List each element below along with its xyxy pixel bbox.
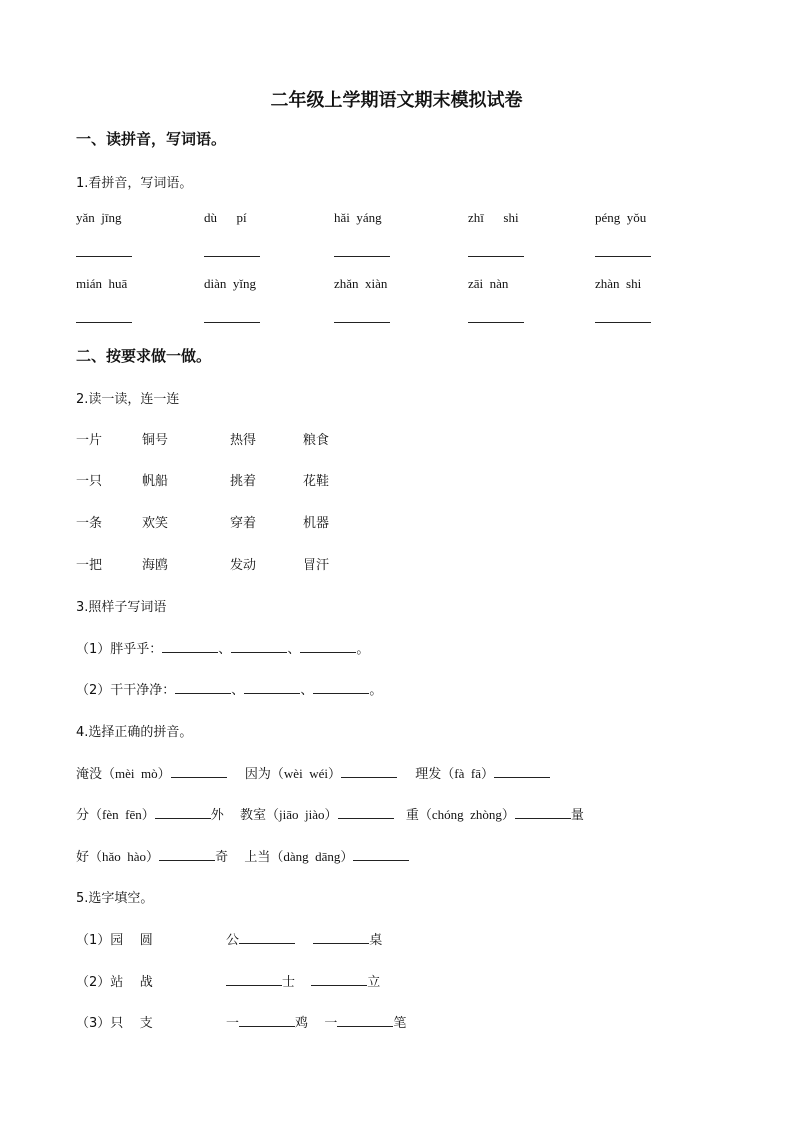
answer-blank[interactable] <box>175 692 231 694</box>
q5-item-2-choices <box>76 971 153 990</box>
pinyin-cell: hǎi yáng <box>334 210 382 225</box>
word: 重 <box>405 808 419 823</box>
q5-item-1-choices <box>76 929 153 948</box>
pinyin-cell: zāi nàn <box>468 276 509 291</box>
prefix-char: 一 <box>324 1016 338 1031</box>
pinyin-options: （fèn fēn） <box>89 807 155 822</box>
separator: 、 <box>218 642 232 657</box>
section-1-heading: 一、读拼音，写词语。 <box>76 130 227 148</box>
period: 。 <box>369 683 383 698</box>
answer-blank[interactable] <box>468 256 524 257</box>
pinyin-cell: diàn yǐng <box>204 276 256 291</box>
word-suffix: 奇 <box>215 850 229 865</box>
match-item[interactable]: 热得 <box>230 433 257 448</box>
word: 理发 <box>415 767 442 782</box>
q4-line-1 <box>76 763 550 782</box>
q5-item-2-blanks <box>226 971 380 990</box>
match-item[interactable]: 欢笑 <box>142 516 169 531</box>
answer-blank[interactable] <box>171 776 227 778</box>
answer-blank[interactable] <box>468 322 524 323</box>
answer-blank[interactable] <box>239 1025 295 1027</box>
period: 。 <box>356 642 370 657</box>
answer-blank[interactable] <box>595 322 651 323</box>
answer-blank[interactable] <box>231 651 287 653</box>
pinyin-cell: yǎn jīng <box>76 210 122 225</box>
pinyin-cell: zhàn shi <box>595 276 642 291</box>
answer-blank[interactable] <box>155 817 211 819</box>
question-1-label: 1.看拼音，写词语。 <box>76 176 193 191</box>
pinyin-options: （chóng zhòng） <box>418 807 515 822</box>
answer-blank[interactable] <box>311 984 367 986</box>
pinyin-options: （mèi mò） <box>102 766 171 781</box>
answer-blank[interactable] <box>76 322 132 323</box>
item-number: （2） <box>76 683 111 698</box>
pinyin-options: （fà fā） <box>441 766 494 781</box>
answer-blank[interactable] <box>334 256 390 257</box>
choice-chars: 园 圆 <box>110 933 153 948</box>
word-suffix: 量 <box>570 808 584 823</box>
match-item[interactable]: 粮食 <box>303 433 330 448</box>
example-word: 干干净净： <box>110 683 176 698</box>
match-item[interactable]: 机器 <box>303 516 330 531</box>
pinyin-cell: péng yǒu <box>595 210 647 225</box>
pinyin-cell: mián huā <box>76 276 128 291</box>
question-3-label: 3.照样子写词语 <box>76 600 167 615</box>
separator: 、 <box>231 683 245 698</box>
suffix-char: 桌 <box>369 933 383 948</box>
pinyin-options: （jiāo jiào） <box>266 807 338 822</box>
answer-blank[interactable] <box>300 651 356 653</box>
pinyin-options: （hǎo hào） <box>89 849 160 864</box>
answer-blank[interactable] <box>353 859 409 861</box>
choice-chars: 站 战 <box>110 975 153 990</box>
answer-blank[interactable] <box>159 859 215 861</box>
choice-chars: 只 支 <box>110 1016 153 1031</box>
word: 教室 <box>240 808 267 823</box>
answer-blank[interactable] <box>204 256 260 257</box>
prefix-char: 公 <box>226 933 240 948</box>
match-item[interactable]: 花鞋 <box>303 474 330 489</box>
q5-item-1-blanks <box>226 929 382 948</box>
word: 分 <box>76 808 90 823</box>
answer-blank[interactable] <box>313 942 369 944</box>
answer-blank[interactable] <box>244 692 300 694</box>
item-number: （1） <box>76 933 111 948</box>
match-item[interactable]: 穿着 <box>230 516 257 531</box>
answer-blank[interactable] <box>341 776 397 778</box>
separator: 、 <box>287 642 301 657</box>
question-5-label: 5.选字填空。 <box>76 891 154 906</box>
suffix-char: 笔 <box>393 1016 407 1031</box>
match-item[interactable]: 冒汗 <box>303 558 330 573</box>
pinyin-cell: zhǎn xiàn <box>334 276 388 291</box>
answer-blank[interactable] <box>313 692 369 694</box>
word: 淹没 <box>76 767 103 782</box>
answer-blank[interactable] <box>595 256 651 257</box>
answer-blank[interactable] <box>76 256 132 257</box>
q4-line-3 <box>76 846 409 865</box>
pinyin-cell: dù pí <box>204 210 247 225</box>
pinyin-options: （wèi wéi） <box>270 766 341 781</box>
answer-blank[interactable] <box>162 651 218 653</box>
pinyin-cell: zhī shi <box>468 210 519 225</box>
suffix-char: 士 <box>282 975 296 990</box>
suffix-char: 立 <box>367 975 381 990</box>
answer-blank[interactable] <box>204 322 260 323</box>
answer-blank[interactable] <box>338 817 394 819</box>
answer-blank[interactable] <box>226 984 282 986</box>
question-2-label: 2.读一读，连一连 <box>76 392 180 407</box>
pinyin-options: （dàng dāng） <box>270 849 354 864</box>
item-number: （1） <box>76 642 111 657</box>
question-4-label: 4.选择正确的拼音。 <box>76 725 193 740</box>
match-item[interactable]: 铜号 <box>142 433 169 448</box>
example-word: 胖乎乎： <box>110 642 163 657</box>
prefix-char: 一 <box>226 1016 240 1031</box>
item-number: （2） <box>76 975 111 990</box>
answer-blank[interactable] <box>337 1025 393 1027</box>
section-2-heading: 二、按要求做一做。 <box>76 347 212 365</box>
word-suffix: 外 <box>210 808 224 823</box>
match-item[interactable]: 海鸥 <box>142 558 169 573</box>
match-item[interactable]: 一把 <box>76 558 103 573</box>
word: 因为 <box>244 767 271 782</box>
answer-blank[interactable] <box>334 322 390 323</box>
q3-item-1 <box>76 638 369 657</box>
page-title: 二年级上学期语文期末模拟试卷 <box>270 90 523 111</box>
match-item[interactable]: 一只 <box>76 474 103 489</box>
q5-item-3-blanks <box>226 1012 406 1031</box>
q4-line-2 <box>76 804 584 823</box>
separator: 、 <box>300 683 314 698</box>
match-item[interactable]: 帆船 <box>142 474 169 489</box>
word: 好 <box>76 850 90 865</box>
suffix-char: 鸡 <box>295 1016 309 1031</box>
match-item[interactable]: 发动 <box>230 558 257 573</box>
match-item[interactable]: 一条 <box>76 516 103 531</box>
match-item[interactable]: 挑着 <box>230 474 257 489</box>
q5-item-3-choices <box>76 1012 153 1031</box>
answer-blank[interactable] <box>239 942 295 944</box>
q3-item-2 <box>76 679 382 698</box>
match-item[interactable]: 一片 <box>76 433 103 448</box>
answer-blank[interactable] <box>494 776 550 778</box>
answer-blank[interactable] <box>515 817 571 819</box>
item-number: （3） <box>76 1016 111 1031</box>
word: 上当 <box>244 850 271 865</box>
